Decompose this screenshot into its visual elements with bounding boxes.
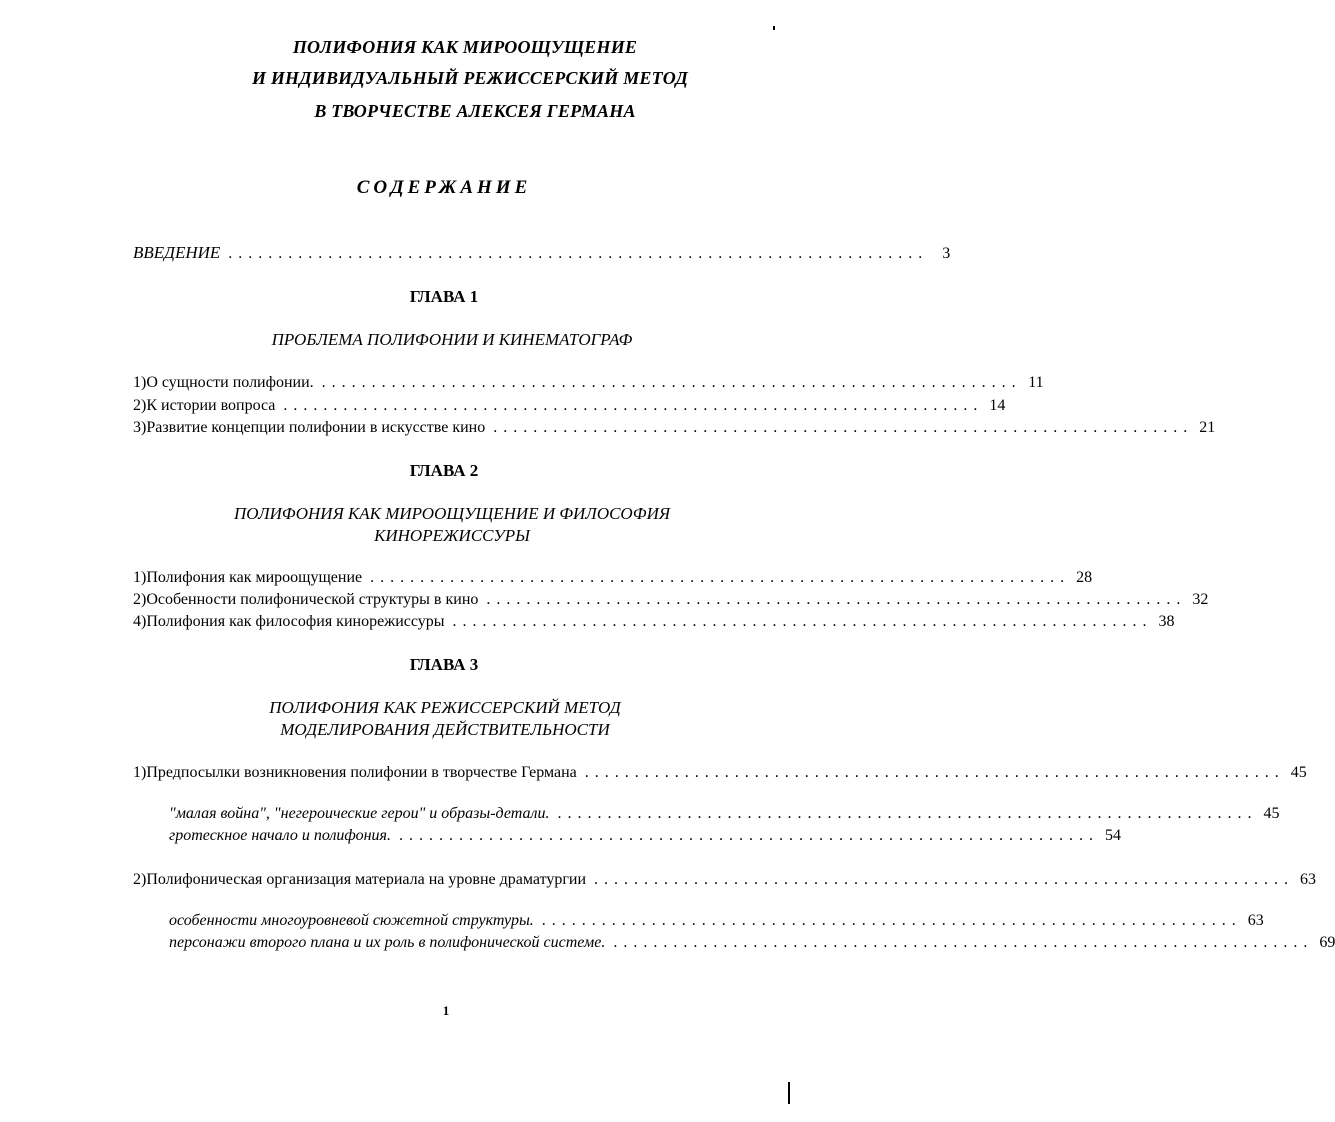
- toc-subitem-page: 63: [1247, 912, 1264, 929]
- dot-leader: ......................................................................: [452, 613, 1153, 630]
- toc-item-page: 28: [1076, 569, 1093, 586]
- toc-item: [133, 372, 1044, 394]
- dot-leader: ......................................................................: [321, 374, 1022, 391]
- toc-item: [133, 567, 1093, 589]
- toc-item-number: 2): [133, 871, 147, 888]
- toc-item-label: Полифоническая организация материала на уровне драматургии: [146, 871, 587, 888]
- toc-subitem-label: особенности многоуровневой сюжетной структуры.: [169, 912, 534, 929]
- dot-leader: ......................................................................: [584, 764, 1285, 781]
- toc-item-page: 32: [1192, 591, 1209, 608]
- toc-item-number: 3): [133, 419, 147, 436]
- toc-item: [133, 869, 1317, 891]
- toc-item-number: 1): [133, 374, 147, 391]
- dot-leader: ......................................................................: [486, 591, 1187, 608]
- toc-item: [133, 395, 1006, 417]
- chapter-1-title: ПРОБЛЕМА ПОЛИФОНИИ И КИНЕМАТОГРАФ: [271, 330, 633, 349]
- document-title-line-3: В ТВОРЧЕСТВЕ АЛЕКСЕЯ ГЕРМАНА: [314, 101, 636, 121]
- toc-item-page: 63: [1300, 871, 1317, 888]
- toc-subitem-label: "малая война", "негероические герои" и образы-детали.: [169, 805, 550, 822]
- chapter-2-title-line-1: ПОЛИФОНИЯ КАК МИРООЩУЩЕНИЕ И ФИЛОСОФИЯ: [233, 504, 671, 523]
- chapter-2-title-line-2: КИНОРЕЖИССУРЫ: [374, 526, 530, 545]
- toc-item-page: 45: [1290, 764, 1307, 781]
- scan-speck: [788, 1082, 790, 1104]
- toc-item-number: 1): [133, 764, 147, 781]
- page-number: 1: [442, 1003, 450, 1018]
- toc-subitem-label: гротескное начало и полифония.: [169, 827, 391, 844]
- scan-speck: [773, 26, 775, 30]
- toc-item: [133, 762, 1307, 784]
- toc-item-label: Особенности полифонической структуры в кино: [146, 591, 479, 608]
- chapter-3-heading: ГЛАВА 3: [409, 655, 479, 674]
- dot-leader: ......................................................................: [493, 419, 1194, 436]
- toc-subitem-page: 69: [1319, 934, 1335, 951]
- dot-leader: ......................................................................: [557, 805, 1258, 822]
- toc-item-page: 38: [1158, 613, 1175, 630]
- toc-subitem-page: 54: [1104, 827, 1121, 844]
- toc-item-page: 14: [989, 397, 1006, 414]
- toc-item-page: 11: [1028, 374, 1044, 391]
- toc-item-number: 2): [133, 397, 147, 414]
- chapter-1-heading: ГЛАВА 1: [409, 287, 479, 306]
- dot-leader: ......................................................................: [594, 871, 1295, 888]
- toc-item-number: 2): [133, 591, 147, 608]
- toc-item-label: Предпосылки возникновения полифонии в творчестве Германа: [146, 764, 577, 781]
- toc-item-page: 21: [1199, 419, 1216, 436]
- toc-item: [133, 611, 1175, 633]
- toc-item-label: О сущности полифонии.: [146, 374, 314, 391]
- dot-leader: ......................................................................: [613, 934, 1314, 951]
- toc-item-number: 1): [133, 569, 147, 586]
- toc-item-label: К истории вопроса: [146, 397, 276, 414]
- toc-item: [133, 589, 1209, 611]
- toc-intro-page: 3: [942, 245, 951, 262]
- contents-heading: СОДЕРЖАНИЕ: [356, 177, 532, 198]
- dot-leader: ......................................................................: [370, 569, 1071, 586]
- dot-leader: ......................................................................: [541, 912, 1242, 929]
- toc-subitem: [158, 932, 1335, 954]
- toc-subitem-page: 45: [1263, 805, 1280, 822]
- toc-subitem: [158, 910, 1264, 932]
- toc-intro-label: ВВЕДЕНИЕ: [133, 243, 221, 262]
- chapter-2-heading: ГЛАВА 2: [409, 461, 479, 480]
- toc-item-number: 4): [133, 613, 147, 630]
- toc-subitem: [158, 803, 1280, 825]
- toc-item-label: Полифония как философия кинорежиссуры: [146, 613, 445, 630]
- dot-leader: ......................................................................: [398, 827, 1099, 844]
- document-title-line-2: И ИНДИВИДУАЛЬНЫЙ РЕЖИССЕРСКИЙ МЕТОД: [251, 68, 689, 88]
- dot-leader: ......................................................................: [283, 397, 984, 414]
- toc-item: [133, 417, 1216, 439]
- chapter-3-title-line-2: МОДЕЛИРОВАНИЯ ДЕЙСТВИТЕЛЬНОСТИ: [280, 720, 610, 739]
- toc-item-label: Полифония как мироощущение: [146, 569, 363, 586]
- toc-intro: [133, 242, 951, 264]
- toc-subitem-label: персонажи второго плана и их роль в полифонической системе.: [169, 934, 606, 951]
- toc-subitem: [158, 825, 1121, 847]
- chapter-3-title-line-1: ПОЛИФОНИЯ КАК РЕЖИССЕРСКИЙ МЕТОД: [269, 698, 621, 717]
- document-title-line-1: ПОЛИФОНИЯ КАК МИРООЩУЩЕНИЕ: [292, 37, 638, 57]
- dot-leader: ......................................................................: [228, 245, 929, 262]
- toc-item-label: Развитие концепции полифонии в искусстве кино: [146, 419, 486, 436]
